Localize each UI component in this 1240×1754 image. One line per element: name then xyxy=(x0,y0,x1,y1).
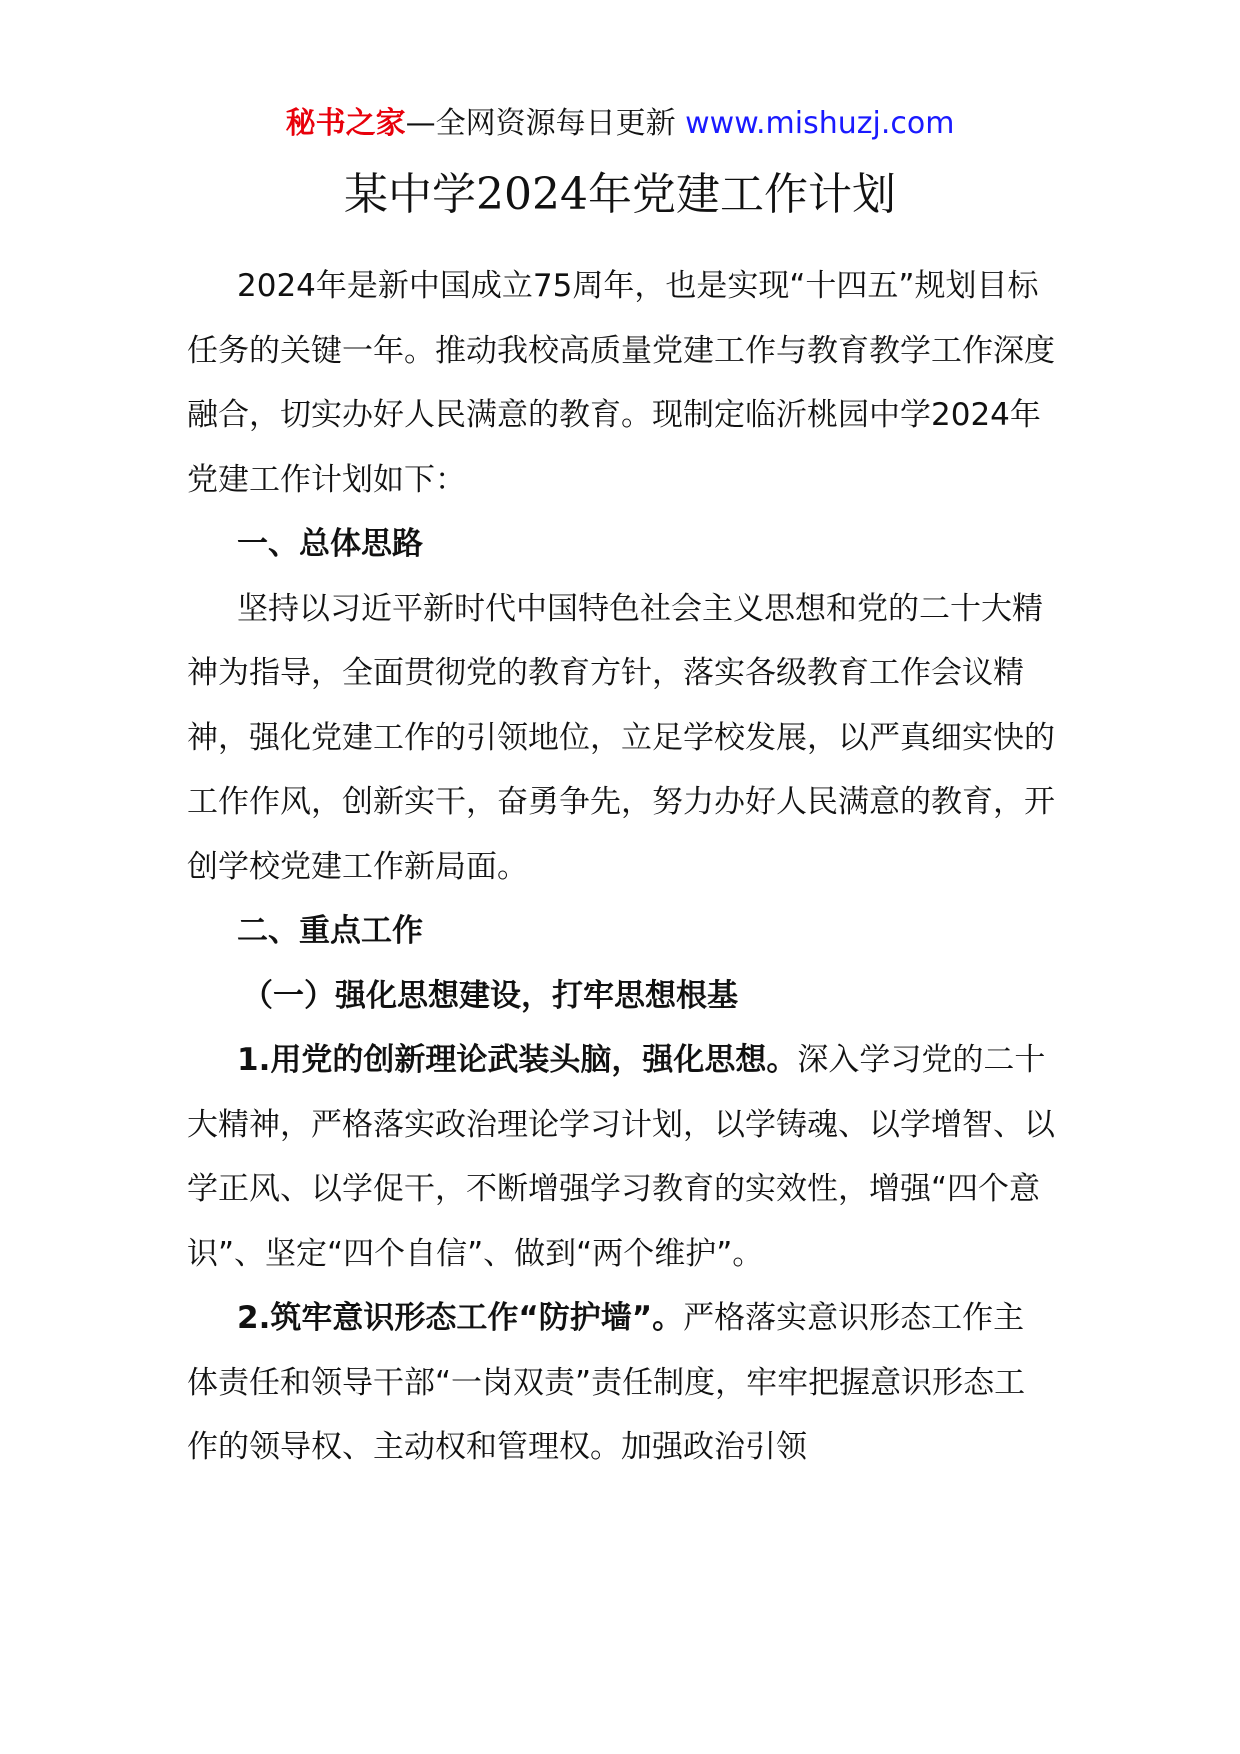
title-suffix: 年党建工作计划 xyxy=(587,169,896,220)
site-header xyxy=(0,100,1240,148)
section-paragraph-overall: 坚持以习近平新时代中国特色社会主义思想和党的二十大精神为指导，全面贯彻党的教育方针，落实各级教育工作会议精神，强化党建工作的引领地位，立足学校发展，以严真细实快的工作作风，创新实干，奋勇争先，努力办好人民满意的教育，开创学校党建工作新局面。 xyxy=(187,590,1055,885)
item-1-text: 深入学习党的二十大精神，严格落实政治理论学习计划，以学铸魂、以学增智、以学正风、以学促干，不断增强学习教育的实效性，增强“四个意识”、坚定“四个自信”、做到“两个维护”。 xyxy=(187,1042,1055,1272)
item-2-text: 严格落实意识形态工作主体责任和领导干部“一岗双责”责任制度，牢牢把握意识形态工作的领导权、主动权和管理权。加强政治引领 xyxy=(187,1300,1026,1465)
title-year: 2024 xyxy=(476,169,588,220)
header-url-link[interactable]: www.mishuzj.com xyxy=(685,106,955,141)
document-title xyxy=(0,160,1240,230)
intro-paragraph: 2024年是新中国成立75周年，也是实现“十四五”规划目标任务的关键一年。推动我校高质量党建工作与教育教学工作深度融合，切实办好人民满意的教育。现制定临沂桃园中学2024年党建工作计划如下： xyxy=(187,268,1055,498)
item-1-lead: 1.用党的创新理论武装头脑，强化思想。 xyxy=(237,1042,798,1078)
subsection-heading-ideology: （一）强化思想建设，打牢思想根基 xyxy=(242,977,738,1014)
item-paragraph-1 xyxy=(187,1028,1055,1286)
document-body xyxy=(187,254,1055,1480)
section-heading-key-work: 二、重点工作 xyxy=(237,913,423,949)
title-prefix: 某中学 xyxy=(344,169,476,220)
item-2-lead: 2.筑牢意识形态工作“防护墙”。 xyxy=(237,1300,684,1336)
item-paragraph-2 xyxy=(187,1286,1055,1480)
header-tagline: —全网资源每日更新 xyxy=(405,106,676,141)
section-heading-overall: 一、总体思路 xyxy=(237,526,423,562)
brand-name: 秘书之家 xyxy=(285,106,406,141)
